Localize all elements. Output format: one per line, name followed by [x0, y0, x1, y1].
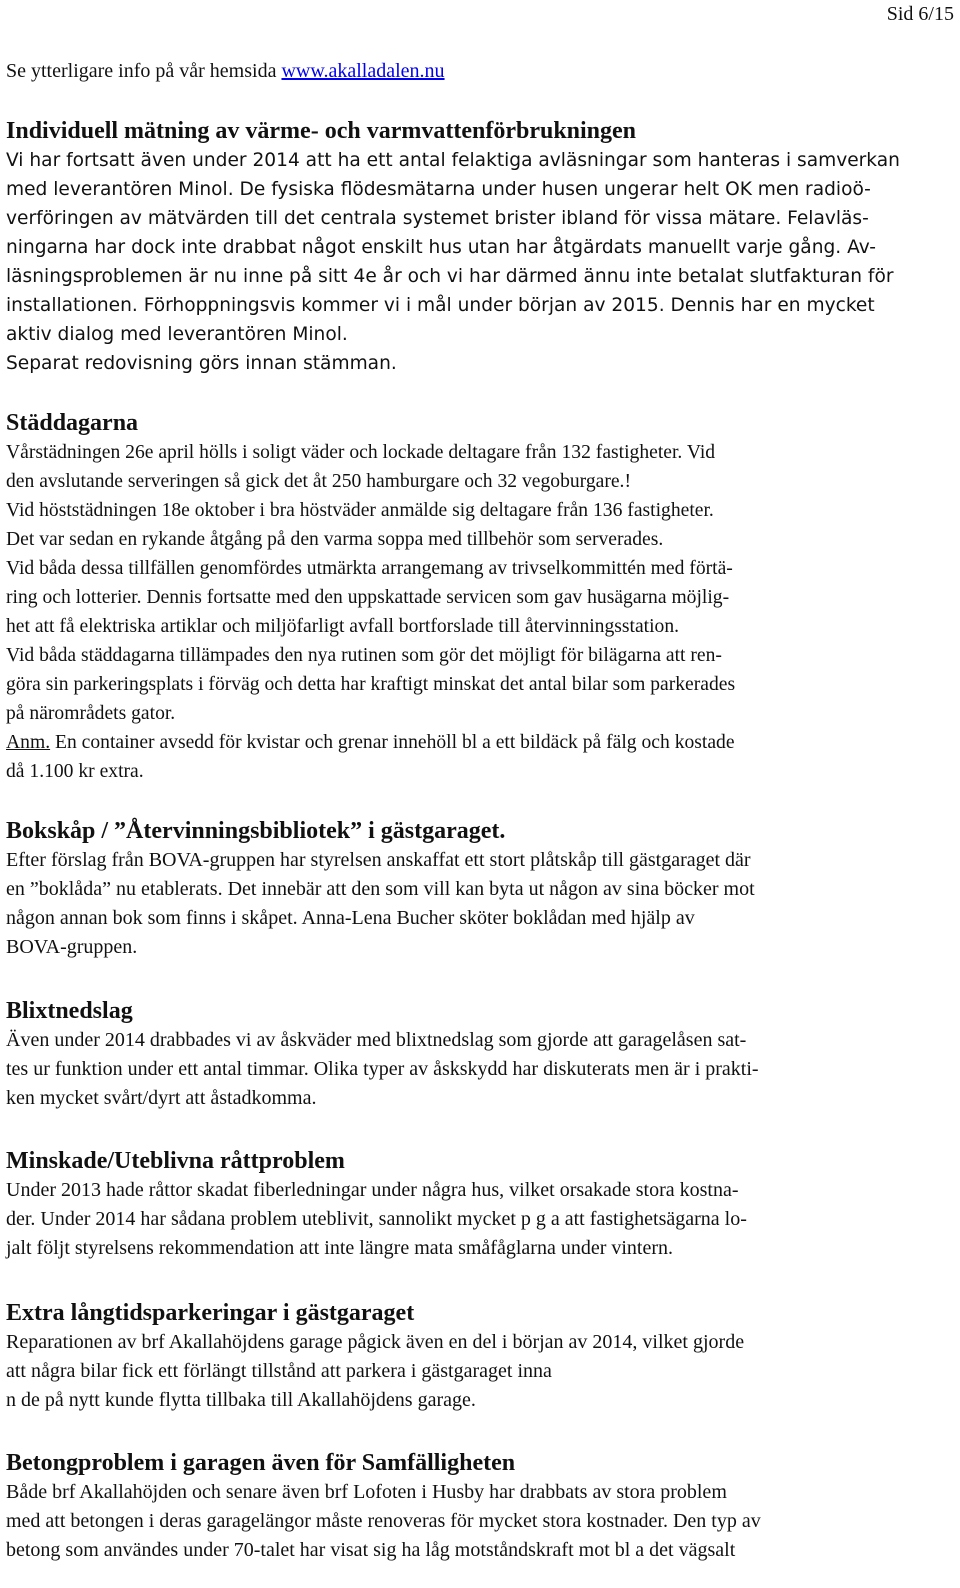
section-heading: Minskade/Uteblivna råttproblem — [6, 1148, 345, 1174]
section-metering — [6, 116, 954, 378]
text-line: der. Under 2014 har sådana problem uteblivit, sannolikt mycket p g a att fastighetsägarna lo- — [6, 1208, 747, 1230]
section-body — [6, 146, 954, 378]
text-line: Vårstädningen 26e april hölls i soligt väder och lockade deltagare från 132 fastigheter. Vid — [6, 442, 716, 463]
section-heading: Blixtnedslag — [6, 998, 133, 1024]
text-line: jalt följt styrelsens rekommendation att inte längre mata småfåglarna under vintern. — [6, 1237, 674, 1259]
text-line: Vid båda dessa tillfällen genomfördes utmärkta arrangemang av trivselkommittén med förtä- — [6, 558, 733, 579]
text-line: BOVA-gruppen. — [6, 936, 138, 958]
section-body — [6, 846, 954, 962]
text-line: ring och lotterier. Dennis fortsatte med den uppskattade servicen som gav husägarna möjlig- — [6, 587, 730, 608]
section-cleaning-days — [6, 408, 954, 786]
page-number: Sid 6/15 — [886, 3, 954, 25]
text-line: Även under 2014 drabbades vi av åskväder med blixtnedslag som gjorde att garagelåsen sat- — [6, 1029, 747, 1051]
section-heading: Betongproblem i garagen även för Samfälligheten — [6, 1450, 516, 1476]
text-line: Vid båda städdagarna tillämpades den nya rutinen som gör det möjligt för bilägarna att ren- — [6, 645, 722, 666]
note-label: Anm. — [6, 732, 51, 753]
text-line: betong som användes under 70-talet har visat sig ha låg motståndskraft mot bl a det vägsalt — [6, 1539, 736, 1561]
website-link[interactable]: www.akalladalen.nu — [281, 60, 445, 82]
text-line: en ”boklåda” nu etablerats. Det innebär att den som vill kan byta ut någon av sina böcker mot — [6, 878, 755, 900]
text-line: n de på nytt kunde flytta tillbaka till Akallahöjdens garage. — [6, 1389, 476, 1411]
section-bookshelf — [6, 816, 954, 962]
text-line: het att få elektriska artiklar och miljöfarligt avfall bortforslade till återvinningsstation. — [6, 616, 680, 637]
note-line — [6, 728, 954, 757]
text-line: någon annan bok som finns i skåpet. Anna-Lena Bucher sköter boklådan med hjälp av — [6, 907, 695, 929]
intro-line — [6, 58, 952, 84]
intro-text: Se ytterligare info på vår hemsida — [6, 60, 282, 82]
section-body — [6, 1328, 954, 1415]
text-line: verföringen av mätvärden till det centrala systemet brister ibland för vissa mätare. Felavläs- — [6, 208, 869, 229]
text-line: Separat redovisning görs innan stämman. — [6, 353, 397, 374]
text-line: Det var sedan en rykande åtgång på den varma soppa med tillbehör som serverades. — [6, 529, 664, 550]
section-lightning — [6, 996, 954, 1113]
text-line: med att betongen i deras garagelängor måste renoveras för mycket stora kostnader. Den typ av — [6, 1510, 761, 1532]
section-long-term-parking — [6, 1298, 954, 1415]
section-heading: Städdagarna — [6, 410, 139, 436]
text-line: på närområdets gator. — [6, 703, 176, 724]
text-line: tes ur funktion under ett antal timmar. Olika typer av åskskydd har diskuterats men är i prakti- — [6, 1058, 759, 1080]
section-heading: Bokskåp / ”Återvinningsbibliotek” i gästgaraget. — [6, 818, 506, 844]
section-body — [6, 1026, 954, 1113]
note-text: En container avsedd för kvistar och grenar innehöll bl a ett bildäck på fälg och kostade — [50, 732, 735, 753]
section-rat-problem — [6, 1146, 954, 1263]
text-line: Vid höststädningen 18e oktober i bra höstväder anmälde sig deltagare från 136 fastigheter. — [6, 500, 714, 521]
text-line: läsningsproblemen är nu inne på sitt 4e år och vi har därmed ännu inte betalat slutfakturan för — [6, 266, 894, 287]
section-body — [6, 1176, 954, 1263]
text-line: Efter förslag från BOVA-gruppen har styrelsen anskaffat ett stort plåtskåp till gästgaraget där — [6, 849, 751, 871]
section-heading: Individuell mätning av värme- och varmvattenförbrukningen — [6, 118, 637, 144]
text-line: Under 2013 hade råttor skadat fiberledningar under några hus, vilket orsakade stora kostna- — [6, 1179, 739, 1201]
section-body — [6, 1478, 954, 1565]
text-line: Både brf Akallahöjden och senare även brf Lofoten i Husby har drabbats av stora problem — [6, 1481, 727, 1503]
text-line: aktiv dialog med leverantören Minol. — [6, 324, 348, 345]
text-line: göra sin parkeringsplats i förväg och detta har kraftigt minskat det antal bilar som parkerades — [6, 674, 736, 695]
text-line: då 1.100 kr extra. — [6, 761, 144, 782]
text-line: den avslutande serveringen så gick det åt 250 hamburgare och 32 vegoburgare.! — [6, 471, 631, 492]
text-line: installationen. Förhoppningsvis kommer vi i mål under början av 2015. Dennis har en mycket — [6, 295, 875, 316]
section-body — [6, 438, 954, 786]
text-line: att några bilar fick ett förlängt tillstånd att parkera i gästgaraget inna — [6, 1360, 552, 1382]
section-concrete-problem — [6, 1448, 954, 1565]
text-line: med leverantören Minol. De fysiska flödesmätarna under husen ungerar helt OK men radioö- — [6, 179, 871, 200]
text-line: ningarna har dock inte drabbat något enskilt hus utan har åtgärdats manuellt varje gång. Av- — [6, 237, 876, 258]
section-heading: Extra långtidsparkeringar i gästgaraget — [6, 1300, 415, 1326]
text-line: Reparationen av brf Akallahöjdens garage pågick även en del i början av 2014, vilket gjorde — [6, 1331, 745, 1353]
text-line: Vi har fortsatt även under 2014 att ha ett antal felaktiga avläsningar som hanteras i samverkan — [6, 150, 900, 171]
text-line: ken mycket svårt/dyrt att åstadkomma. — [6, 1087, 317, 1109]
